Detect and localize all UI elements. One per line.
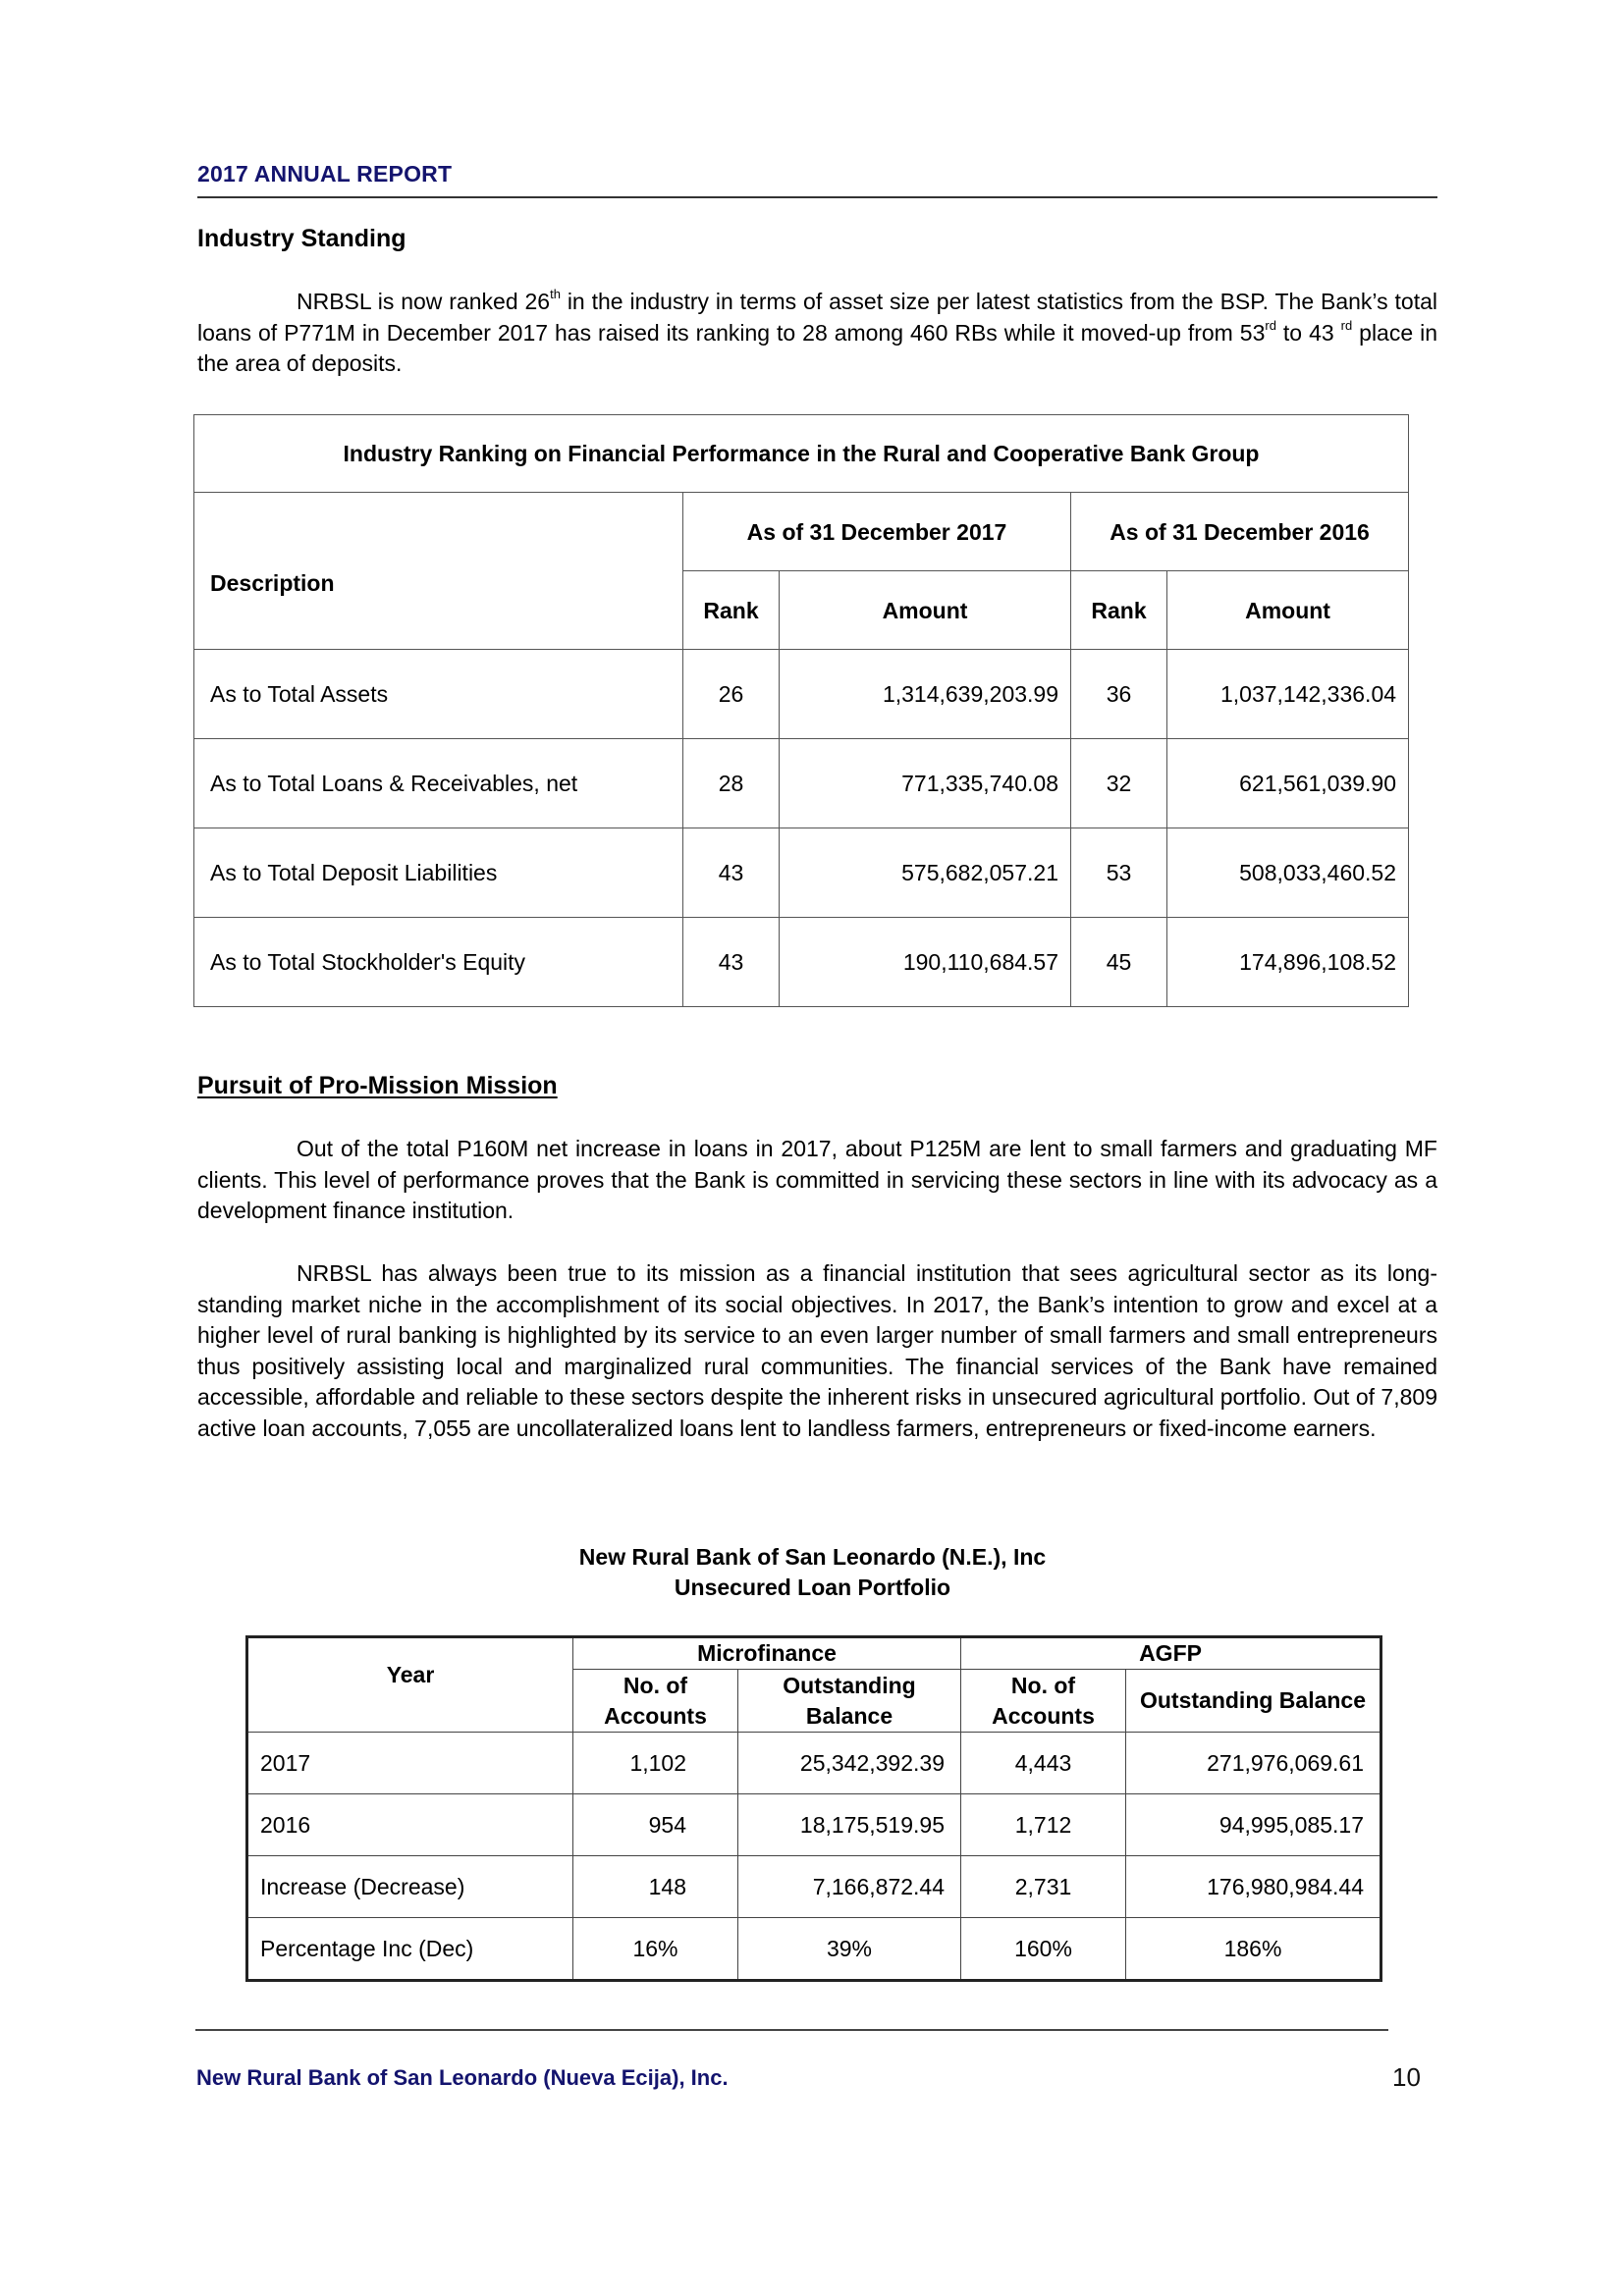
pro-mission-paragraph-2	[197, 1258, 1437, 1445]
column-group-microfinance: Microfinance	[573, 1637, 961, 1670]
rank-2016: 36	[1071, 650, 1167, 739]
ordinal-suffix: rd	[1340, 317, 1353, 333]
mf-balance: 7,166,872.44	[738, 1856, 961, 1918]
amount-2017: 771,335,740.08	[780, 739, 1071, 828]
header-divider	[197, 196, 1437, 198]
rank-2016: 45	[1071, 918, 1167, 1007]
text-run: Out of the total P160M net increase in loans in 2017, about P125M are lent to small farmers and graduating MF clients. This level of performance proves that the Bank is committed in servicing these sectors in line with its advocacy as a development finance institution.	[197, 1136, 1437, 1224]
column-header-description: Description	[194, 493, 683, 650]
rank-2017: 28	[683, 739, 780, 828]
row-description: As to Total Loans & Receivables, net	[194, 739, 683, 828]
column-header-rank-2017: Rank	[683, 571, 780, 650]
text-run: in the industry in terms of asset size per latest statistics from the BSP. The Bank’s total loans of P771M in December 2017 has raised its ranking to 28 among 460 RBs while it moved-up from 53	[197, 289, 1437, 346]
ranking-table-title: Industry Ranking on Financial Performance in the Rural and Cooperative Bank Group	[194, 415, 1409, 493]
mf-balance-percent: 39%	[738, 1918, 961, 1981]
table-row	[247, 1794, 1381, 1856]
industry-ranking-table	[193, 414, 1409, 1007]
row-description: As to Total Assets	[194, 650, 683, 739]
table-row	[194, 828, 1409, 918]
amount-2016: 508,033,460.52	[1167, 828, 1409, 918]
table-row	[194, 739, 1409, 828]
row-year: 2017	[247, 1733, 573, 1794]
amount-2016: 621,561,039.90	[1167, 739, 1409, 828]
column-group-agfp: AGFP	[961, 1637, 1381, 1670]
row-description: As to Total Stockholder's Equity	[194, 918, 683, 1007]
column-header-mf-accounts: No. of Accounts	[573, 1670, 738, 1733]
column-group-2017: As of 31 December 2017	[683, 493, 1071, 571]
report-header-title: 2017 ANNUAL REPORT	[197, 161, 453, 187]
row-year: Increase (Decrease)	[247, 1856, 573, 1918]
footer-bank-name: New Rural Bank of San Leonardo (Nueva Ecija), Inc.	[196, 2065, 729, 2090]
mf-balance: 25,342,392.39	[738, 1733, 961, 1794]
table-row	[194, 918, 1409, 1007]
rank-2017: 43	[683, 828, 780, 918]
mf-accounts: 1,102	[573, 1733, 738, 1794]
amount-2017: 190,110,684.57	[780, 918, 1071, 1007]
agfp-balance: 271,976,069.61	[1126, 1733, 1381, 1794]
agfp-balance: 176,980,984.44	[1126, 1856, 1381, 1918]
table-row	[247, 1918, 1381, 1981]
row-year: 2016	[247, 1794, 573, 1856]
table-row	[194, 650, 1409, 739]
mf-accounts-percent: 16%	[573, 1918, 738, 1981]
agfp-accounts: 1,712	[961, 1794, 1126, 1856]
table-row	[247, 1856, 1381, 1918]
column-header-year: Year	[247, 1637, 573, 1733]
section-heading-industry-standing: Industry Standing	[197, 225, 406, 252]
footer-divider	[195, 2029, 1388, 2031]
amount-2017: 575,682,057.21	[780, 828, 1071, 918]
mf-accounts: 148	[573, 1856, 738, 1918]
agfp-balance: 94,995,085.17	[1126, 1794, 1381, 1856]
agfp-accounts-percent: 160%	[961, 1918, 1126, 1981]
agfp-balance-percent: 186%	[1126, 1918, 1381, 1981]
amount-2016: 1,037,142,336.04	[1167, 650, 1409, 739]
row-year: Percentage Inc (Dec)	[247, 1918, 573, 1981]
rank-2016: 53	[1071, 828, 1167, 918]
rank-2017: 26	[683, 650, 780, 739]
column-header-amount-2016: Amount	[1167, 571, 1409, 650]
unsecured-loan-portfolio-table	[245, 1635, 1382, 1982]
column-header-agfp-balance: Outstanding Balance	[1126, 1670, 1381, 1733]
mf-balance: 18,175,519.95	[738, 1794, 961, 1856]
loan-table-caption-line-2: Unsecured Loan Portfolio	[674, 1575, 951, 1600]
row-description: As to Total Deposit Liabilities	[194, 828, 683, 918]
column-header-amount-2017: Amount	[780, 571, 1071, 650]
agfp-accounts: 2,731	[961, 1856, 1126, 1918]
text-run: place in the area of deposits.	[197, 319, 1438, 377]
amount-2016: 174,896,108.52	[1167, 918, 1409, 1007]
column-group-2016: As of 31 December 2016	[1071, 493, 1409, 571]
amount-2017: 1,314,639,203.99	[780, 650, 1071, 739]
ordinal-suffix: th	[550, 287, 561, 302]
text-run: to 43	[1275, 319, 1341, 346]
section-heading-pro-mission: Pursuit of Pro-Mission Mission	[197, 1072, 558, 1099]
text-run: NRBSL is now ranked 26	[297, 289, 551, 314]
column-header-agfp-accounts: No. of Accounts	[961, 1670, 1126, 1733]
ordinal-suffix: rd	[1265, 317, 1276, 333]
loan-table-caption	[245, 1542, 1380, 1603]
loan-table-caption-line-1: New Rural Bank of San Leonardo (N.E.), Inc	[578, 1544, 1047, 1570]
text-run: NRBSL has always been true to its mission as a financial institution that sees agricultural sector as its long-standing market niche in the accomplishment of its social objectives. In 2017, the Bank’s intention to grow and excel at a higher level of rural banking is highlighted by its service to an even larger number of small farmers and small entrepreneurs thus positively assisting local and marginalized rural communities. The financial services of the Bank have remained accessible, affordable and reliable to these sectors despite the inherent risks in unsecured agricultural portfolio. Out of 7,809 active loan accounts, 7,055 are uncollateralized loans lent to landless farmers, entrepreneurs or fixed-income earners.	[197, 1260, 1437, 1441]
pro-mission-paragraph-1	[197, 1134, 1437, 1227]
column-header-mf-balance: Outstanding Balance	[738, 1670, 961, 1733]
table-row	[247, 1733, 1381, 1794]
page-number: 10	[1392, 2062, 1421, 2092]
rank-2016: 32	[1071, 739, 1167, 828]
column-header-rank-2016: Rank	[1071, 571, 1167, 650]
agfp-accounts: 4,443	[961, 1733, 1126, 1794]
rank-2017: 43	[683, 918, 780, 1007]
mf-accounts: 954	[573, 1794, 738, 1856]
industry-standing-paragraph	[197, 287, 1437, 380]
